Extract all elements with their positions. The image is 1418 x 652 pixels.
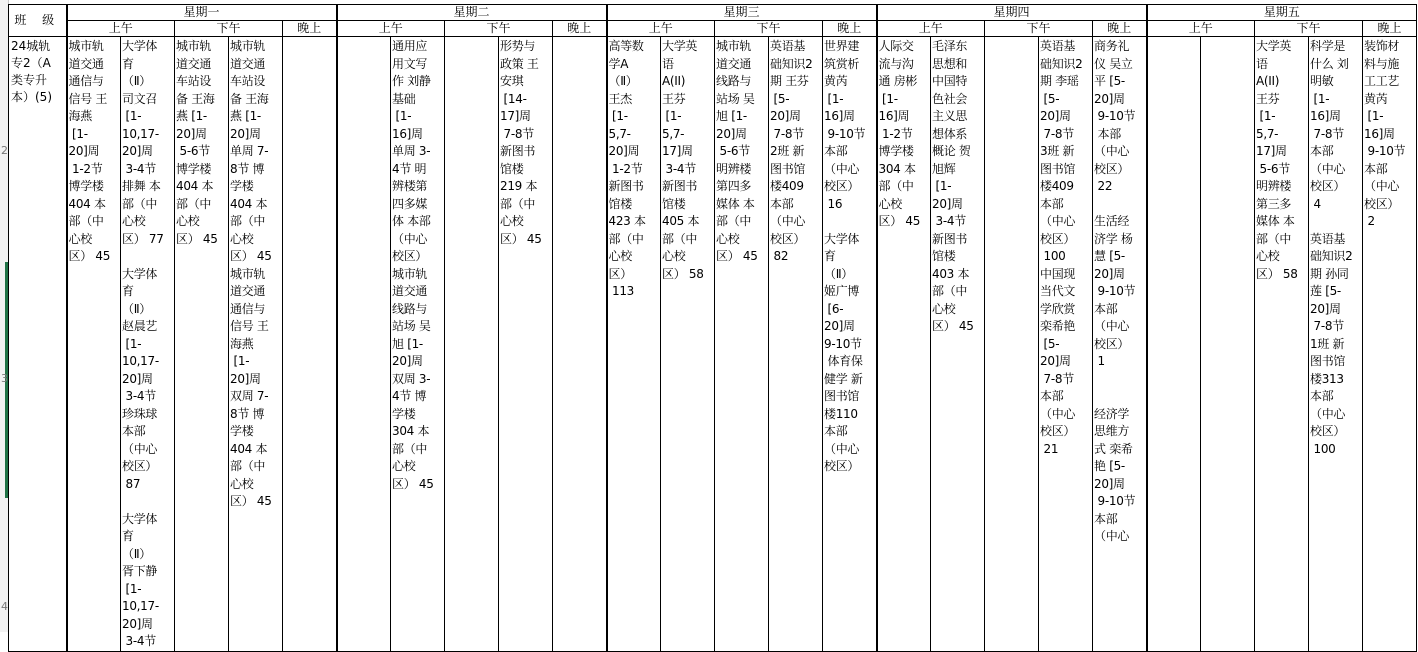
course-cell[interactable] [1093,37,1147,652]
course-text: 英语基 础知识2 期 王芬 [5- 20]周 7-8节 2班 新 图书馆 楼409 本部 （中心 校区） 82 [770,39,813,263]
course-cell[interactable] [337,37,391,652]
period-header-morning[interactable]: 上午 [877,21,985,37]
period-header-morning[interactable]: 上午 [1147,21,1255,37]
course-cell[interactable] [283,37,337,652]
period-header-afternoon[interactable]: 下午 [985,21,1093,37]
course-text: 科学是 什么 刘 明敏 [1- 16]周 7-8节 本部 （中心 校区） 4 英语基 础知识2 期 孙同 莲 [5- 20]周 7-8节 1班 新 图书馆 楼313 本部 （中心 校区） 100 [1310,39,1353,456]
course-text: 英语基 础知识2 期 李瑶 [5- 20]周 7-8节 3班 新 图书馆 楼409 本部 （中心 校区） 100 中国现 当代文 学欣赏 栾希艳 [5- 20]周 7-8节 本部 （中心 校区） 21 [1040,39,1083,456]
course-text [445,37,498,38]
course-cell[interactable] [1363,37,1417,652]
period-header-evening[interactable]: 晚上 [283,21,337,37]
day-header-monday[interactable]: 星期一 [67,5,337,21]
course-cell[interactable] [553,37,607,652]
course-text: 城市轨 道交通 车站设 备 王海 燕 [1- 20]周 5-6节 博学楼 404 本 部（中 心校 区） 45 [176,39,218,246]
course-cell[interactable] [877,37,931,652]
course-cell[interactable] [769,37,823,652]
period-header-evening[interactable]: 晚上 [823,21,877,37]
course-text [283,37,336,38]
course-cell[interactable] [985,37,1039,652]
course-text [553,37,606,38]
course-cell[interactable] [931,37,985,652]
period-header-morning[interactable]: 上午 [67,21,175,37]
course-text: 世界建 筑赏析 黄芮 [1- 16]周 9-10节 本部 （中心 校区） 16 大学体 育 （Ⅱ） 姬广博 [6- 20]周 9-10节 体育保 健学 新 图书馆 楼110 本部 （中心 校区） [824,39,866,473]
course-text: 大学英 语 A(II) 王芬 [1- 5,7- 17]周 3-4节 新图书 馆楼 405 本 部（中 心校 区） 58 [662,39,704,281]
period-header-afternoon[interactable]: 下午 [715,21,823,37]
course-cell[interactable] [1147,37,1201,652]
course-cell[interactable] [607,37,661,652]
period-header-evening[interactable]: 晚上 [1363,21,1417,37]
day-header-tuesday[interactable]: 星期二 [337,5,607,21]
row-number[interactable]: 4 [1,600,8,613]
course-text [338,37,391,38]
period-header-afternoon[interactable]: 下午 [175,21,283,37]
period-header-evening[interactable]: 晚上 [553,21,607,37]
period-header-evening[interactable]: 晚上 [1093,21,1147,37]
course-cell[interactable] [715,37,769,652]
course-cell[interactable] [175,37,229,652]
day-header-thursday[interactable]: 星期四 [877,5,1147,21]
course-cell[interactable] [1255,37,1309,652]
period-header-afternoon[interactable]: 下午 [1255,21,1363,37]
day-header-friday[interactable]: 星期五 [1147,5,1417,21]
period-header-afternoon[interactable]: 下午 [445,21,553,37]
course-cell[interactable] [1309,37,1363,652]
period-header-morning[interactable]: 上午 [607,21,715,37]
course-cell[interactable] [121,37,175,652]
course-text: 城市轨 道交通 通信与 信号 王 海燕 [1- 20]周 1-2节 博学楼 404 本 部（中 心校 区） 45 [68,39,111,263]
course-text: 通用应 用文写 作 刘静 基础 [1- 16]周 单周 3- 4节 明 辨楼第 四多媒 体 本部 （中心 校区） 城市轨 道交通 线路与 站场 吴 旭 [1- 20]周 双周 3- 4节 博 学楼 304 本 部（中 心校 区） 45 [392,39,434,491]
course-cell[interactable] [1201,37,1255,652]
course-text: 城市轨 道交通 车站设 备 王海 燕 [1- 20]周 单周 7- 8节 博 学楼 404 本 部（中 心校 区） 45 城市轨 道交通 通信与 信号 王 海燕 [1- 20]周 双周 7- 8节 博 学楼 404 本 部（中 心校 区） 45 [230,39,272,508]
course-text: 高等数 学A （Ⅱ） 王杰 [1- 5,7- 20]周 1-2节 新图书 馆楼 423 本 部（中 心校 区） 113 [608,39,646,298]
course-cell[interactable] [1039,37,1093,652]
course-text: 毛泽东 思想和 中国特 色社会 主义思 想体系 概论 贺 旭辉 [1- 20]周 3-4节 新图书 馆楼 403 本 部（中 心校 区） 45 [932,39,974,333]
schedule-table [8,4,1417,652]
class-column-header[interactable]: 班 级 [9,5,67,37]
course-cell[interactable] [391,37,445,652]
course-text: 城市轨 道交通 线路与 站场 吴 旭 [1- 20]周 5-6节 明辨楼 第四多 媒体 本 部（中 心校 区） 45 [716,39,758,263]
course-text [1201,37,1254,38]
course-cell[interactable] [661,37,715,652]
course-text: 大学体 育 （Ⅱ） 司文召 [1- 10,17- 20]周 3-4节 排舞 本 部（中 心校 区） 77 大学体 育 （Ⅱ） 赵晨艺 [1- 10,17- 20]周 3-4节 珍珠球 本部 （中心 校区） 87 大学体 育 （Ⅱ） 胥下静 [1- 10,17- 20]周 3-4节 [122,39,164,648]
course-text [985,37,1038,38]
day-header-wednesday[interactable]: 星期三 [607,5,877,21]
course-text: 商务礼 仪 吴立 平 [5- 20]周 9-10节 本部 （中心 校区） 22 生活经 济学 杨 慧 [5- 20]周 9-10节 本部 （中心 校区） 1 经济学 思维方 式 栾希 艳 [5- 20]周 9-10节 本部 （中心 [1094,39,1136,543]
course-cell[interactable] [229,37,283,652]
course-cell[interactable] [67,37,121,652]
course-cell[interactable] [499,37,553,652]
course-text: 形势与 政策 王 安琪 [14- 17]周 7-8节 新图书 馆楼 219 本 部（中 心校 区） 45 [500,39,542,246]
class-name-cell[interactable] [9,37,67,652]
course-text: 人际交 流与沟 通 房彬 [1- 16]周 1-2节 博学楼 304 本 部（中 心校 区） 45 [878,39,921,228]
course-text: 装饰材 料与施 工工艺 黄芮 [1- 16]周 9-10节 本部 （中心 校区） 2 [1364,39,1406,228]
course-cell[interactable] [445,37,499,652]
row-number[interactable]: 2 [1,144,8,157]
row-number[interactable]: 3 [1,372,8,385]
period-header-morning[interactable]: 上午 [337,21,445,37]
course-cell[interactable] [823,37,877,652]
course-text [1148,37,1201,38]
class-name: 24城轨 专2（A 类专升 本）(5) [11,39,52,104]
course-text: 大学英 语 A(II) 王芬 [1- 5,7- 17]周 5-6节 明辨楼 第三多 媒体 本 部（中 心校 区） 58 [1256,39,1298,281]
